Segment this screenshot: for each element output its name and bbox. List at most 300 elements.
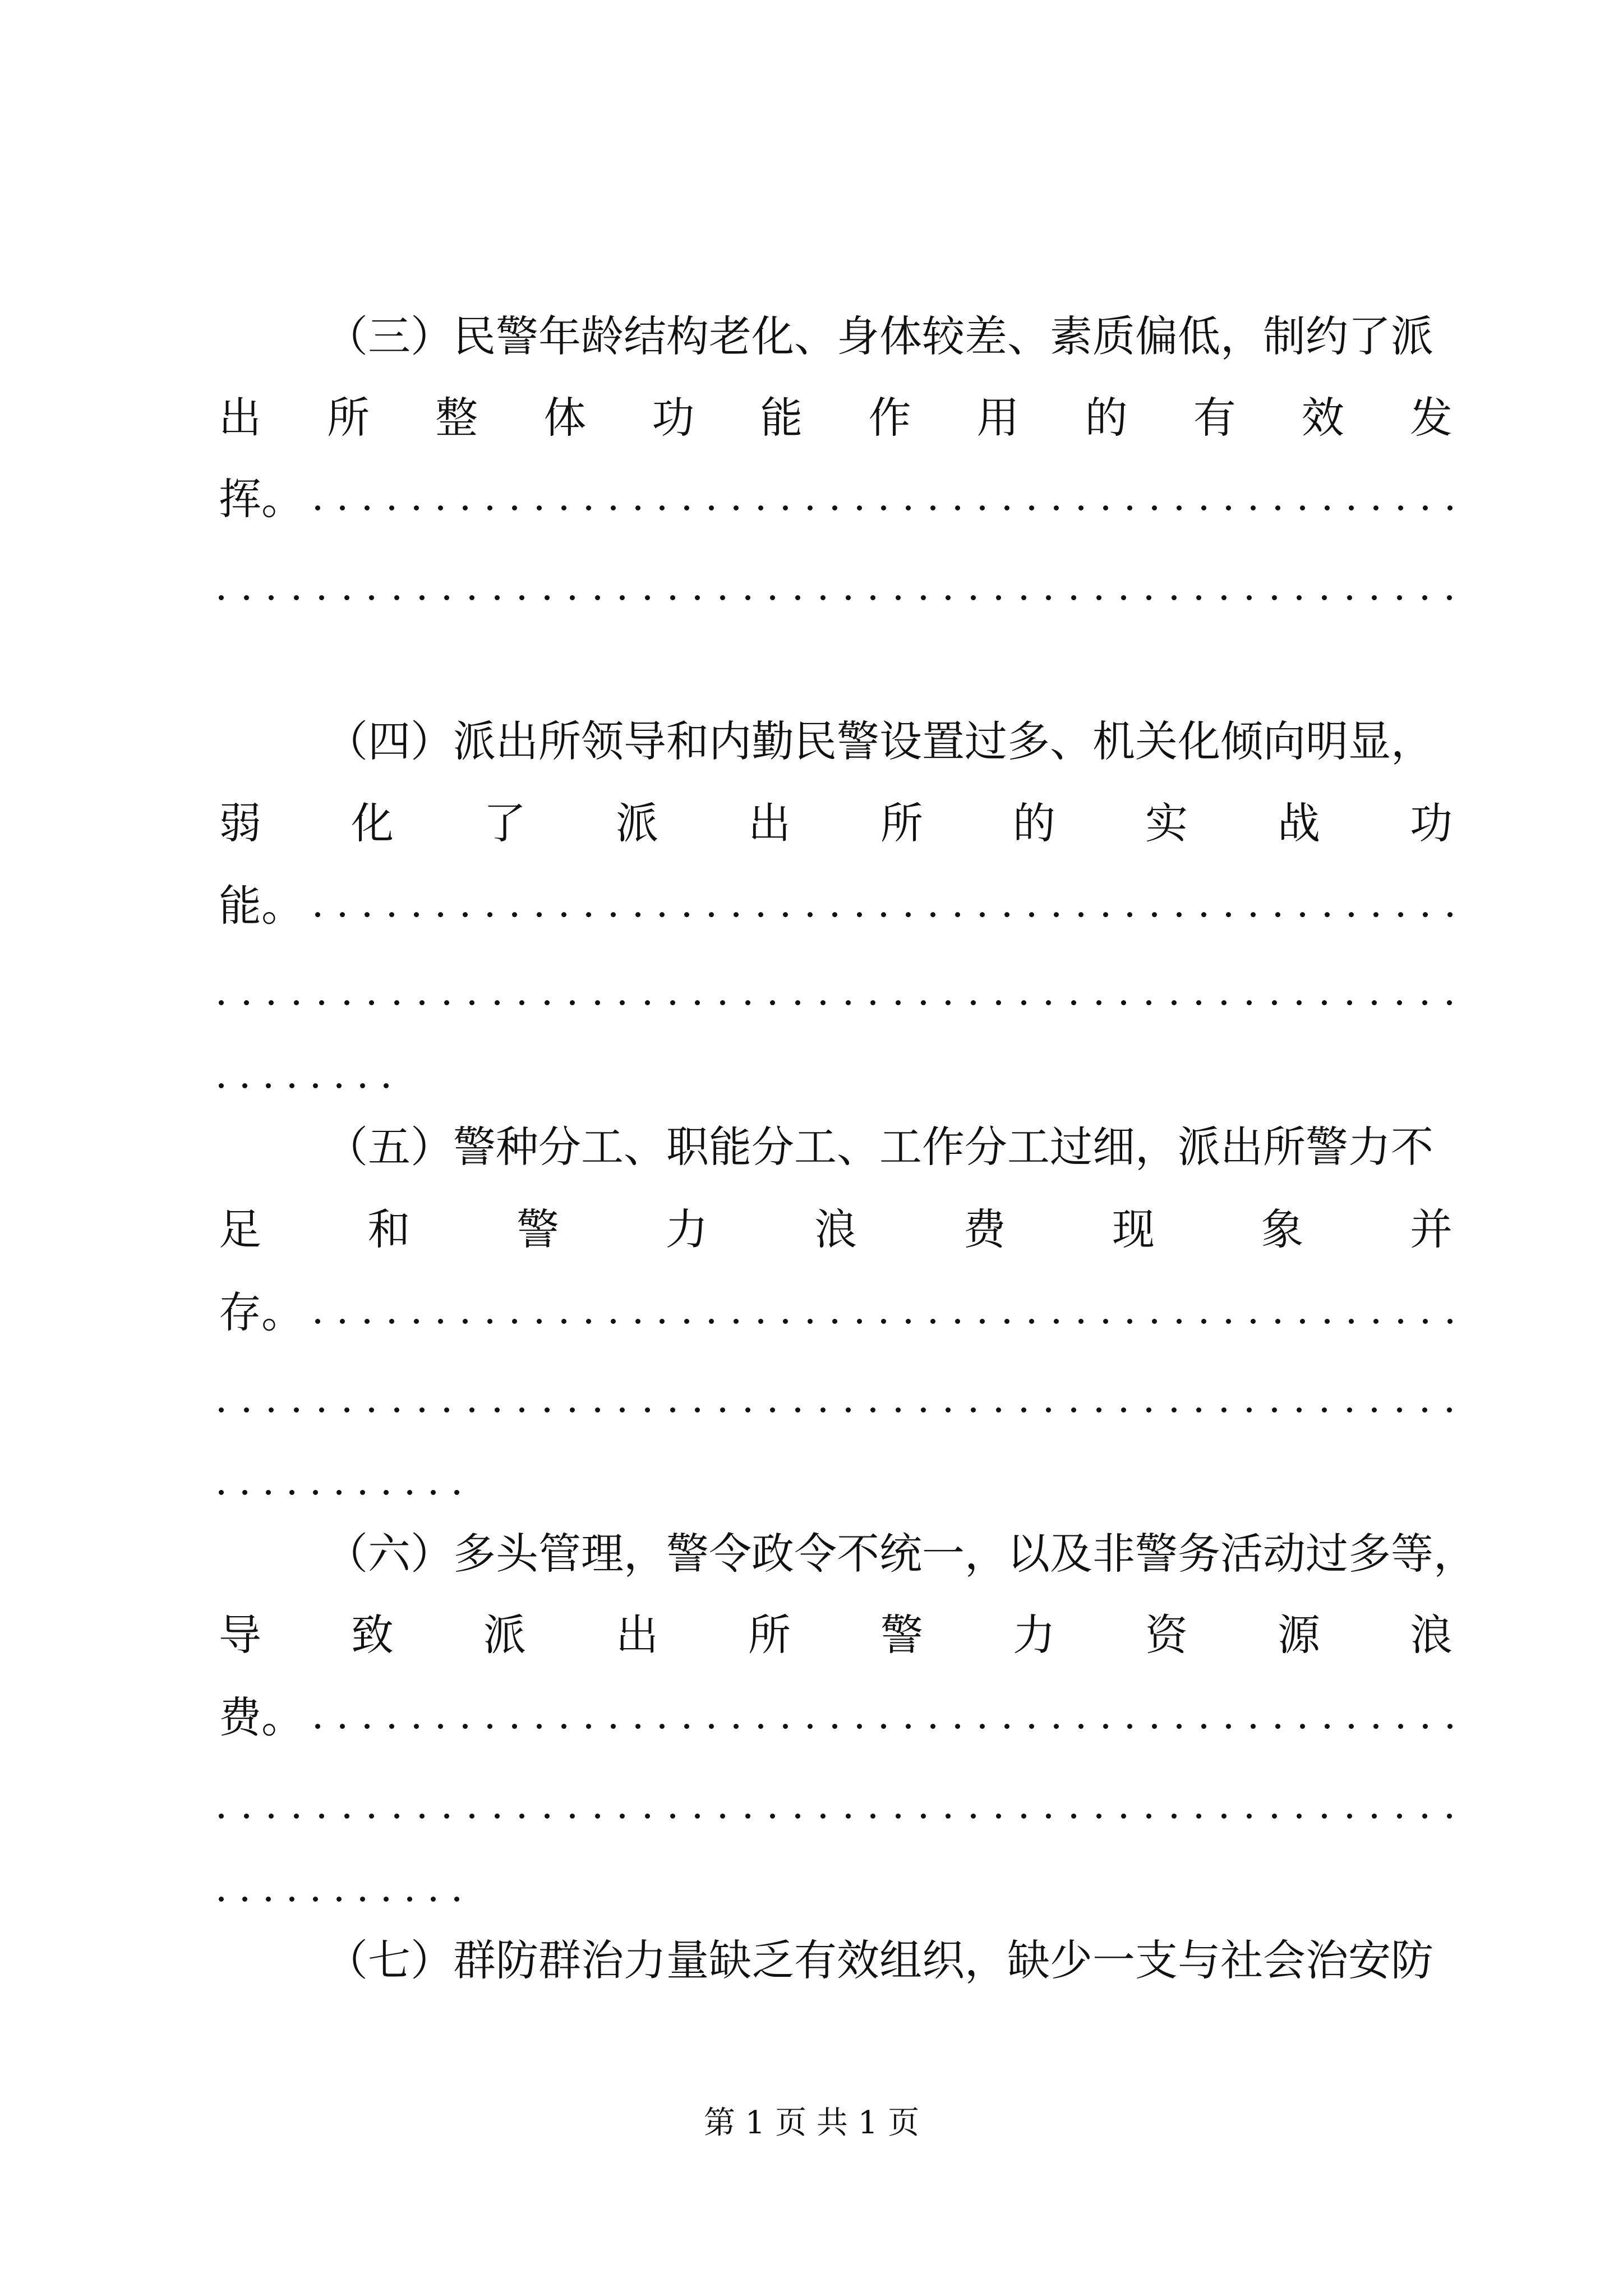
leader-dot bbox=[980, 1319, 985, 1324]
leader-dot bbox=[336, 1083, 342, 1088]
leader-dot bbox=[315, 1319, 320, 1324]
leader-dot bbox=[1103, 1724, 1108, 1729]
leader-dot bbox=[1275, 912, 1280, 917]
leader-dot bbox=[269, 595, 274, 600]
leader-dot bbox=[419, 595, 425, 600]
leader-dot bbox=[660, 505, 665, 510]
leader-dot bbox=[219, 1407, 224, 1412]
justified-char: 体 bbox=[543, 393, 587, 443]
leader-dot bbox=[745, 1814, 750, 1819]
leader-dot bbox=[1347, 1000, 1352, 1005]
leader-dot bbox=[846, 1814, 851, 1819]
justified-char: 功 bbox=[1410, 798, 1453, 848]
leader-dot bbox=[1349, 912, 1354, 917]
leader-dot bbox=[881, 912, 886, 917]
leader-dot bbox=[881, 1724, 886, 1729]
justified-char: 效 bbox=[1301, 393, 1344, 443]
leader-dot bbox=[360, 1897, 365, 1902]
leader-dot bbox=[1221, 1407, 1227, 1412]
leader-dot bbox=[294, 1407, 299, 1412]
leader-dot bbox=[384, 1083, 389, 1088]
leader-dot bbox=[734, 1724, 739, 1729]
leader-dot bbox=[996, 1407, 1001, 1412]
leader-dot bbox=[438, 1724, 443, 1729]
leader-dot bbox=[519, 595, 524, 600]
leader-dot bbox=[795, 1814, 800, 1819]
leader-dot bbox=[695, 595, 700, 600]
leader-dot bbox=[1096, 1000, 1101, 1005]
leader-dot bbox=[1046, 1407, 1051, 1412]
leader-dot bbox=[955, 912, 960, 917]
leader-dot bbox=[720, 595, 725, 600]
leader-dot bbox=[1172, 1407, 1177, 1412]
leader-dot bbox=[734, 505, 739, 510]
leader-dot bbox=[857, 912, 862, 917]
p6-line1: （六）多头管理，警令政令不统一，以及非警务活动过多等， bbox=[325, 1529, 1476, 1579]
leader-dot bbox=[1103, 1319, 1108, 1324]
leader-dot bbox=[684, 912, 689, 917]
leader-dot bbox=[635, 1319, 640, 1324]
justified-char: 警 bbox=[880, 1610, 923, 1660]
leader-dot bbox=[1046, 595, 1051, 600]
leader-dot bbox=[820, 1814, 826, 1819]
leader-dot bbox=[971, 595, 976, 600]
leader-dot bbox=[537, 1319, 542, 1324]
leader-dot bbox=[1423, 1724, 1428, 1729]
leader-dot bbox=[758, 912, 763, 917]
leader-dot bbox=[394, 1000, 399, 1005]
leader-dot bbox=[1152, 1724, 1157, 1729]
justified-char: 和 bbox=[367, 1204, 411, 1254]
leader-dot bbox=[1177, 505, 1182, 510]
leader-dot bbox=[906, 1724, 911, 1729]
leader-dot bbox=[394, 595, 399, 600]
leader-dot bbox=[1300, 1724, 1305, 1729]
leader-dot bbox=[289, 1897, 294, 1902]
justified-char: 战 bbox=[1278, 798, 1320, 848]
leader-dot bbox=[620, 1407, 625, 1412]
leader-dot bbox=[1251, 912, 1256, 917]
leader-dot bbox=[1127, 505, 1132, 510]
leader-dot bbox=[219, 1814, 224, 1819]
leader-dot bbox=[980, 505, 985, 510]
leader-dot bbox=[1397, 1407, 1402, 1412]
justified-char: 的 bbox=[1085, 393, 1128, 443]
leader-dot bbox=[996, 1814, 1001, 1819]
leader-dot bbox=[1349, 1724, 1354, 1729]
leader-dot bbox=[1071, 1000, 1076, 1005]
leader-dot bbox=[1322, 595, 1327, 600]
leader-dot bbox=[783, 912, 788, 917]
leader-dot bbox=[1275, 1319, 1280, 1324]
justified-char: 实 bbox=[1145, 798, 1188, 848]
leader-dot bbox=[414, 1724, 419, 1729]
leader-dot bbox=[770, 1814, 775, 1819]
leader-dot bbox=[709, 912, 714, 917]
leader-dot bbox=[1196, 595, 1201, 600]
leader-dot bbox=[219, 1000, 224, 1005]
justified-char: 的 bbox=[1013, 798, 1055, 848]
leader-dot bbox=[921, 595, 926, 600]
leader-dot bbox=[1347, 1407, 1352, 1412]
leader-dot bbox=[394, 1407, 399, 1412]
leader-dot bbox=[620, 1814, 625, 1819]
leader-dot bbox=[971, 1000, 976, 1005]
leader-dot bbox=[344, 1000, 349, 1005]
leader-dot bbox=[770, 595, 775, 600]
leader-dot bbox=[454, 1490, 459, 1495]
leader-dot bbox=[1071, 1814, 1076, 1819]
leader-dot bbox=[1251, 1724, 1256, 1729]
leader-dot bbox=[832, 1724, 837, 1729]
leader-dot bbox=[469, 1000, 474, 1005]
leader-dot bbox=[219, 1897, 224, 1902]
leader-dot bbox=[512, 1724, 517, 1729]
leader-dot bbox=[561, 1319, 566, 1324]
leader-dot bbox=[444, 595, 449, 600]
leader-dot bbox=[561, 912, 566, 917]
leader-dot bbox=[1221, 1814, 1227, 1819]
leader-dot bbox=[783, 1319, 788, 1324]
leader-dot bbox=[1272, 595, 1277, 600]
leader-dot bbox=[1196, 1407, 1201, 1412]
leader-dot bbox=[1152, 1319, 1157, 1324]
leader-dot bbox=[1398, 1319, 1403, 1324]
leader-dot bbox=[595, 1407, 600, 1412]
leader-dot bbox=[611, 1319, 616, 1324]
justified-char: 能 bbox=[760, 393, 803, 443]
leader-dot bbox=[570, 1000, 575, 1005]
leader-dot bbox=[1447, 1724, 1453, 1729]
leader-dot bbox=[695, 1814, 700, 1819]
leader-dot bbox=[1297, 1000, 1302, 1005]
leader-dot bbox=[758, 505, 763, 510]
leader-dot bbox=[955, 1724, 960, 1729]
p5-line2 bbox=[219, 1196, 1453, 1263]
leader-dot bbox=[313, 1897, 318, 1902]
leader-dot bbox=[1127, 1319, 1132, 1324]
leader-dot bbox=[469, 1814, 474, 1819]
leader-dot bbox=[1325, 1724, 1330, 1729]
leader-dot bbox=[1172, 1814, 1177, 1819]
justified-char: 弱 bbox=[219, 798, 261, 848]
leader-dot bbox=[294, 1814, 299, 1819]
leader-dot bbox=[645, 1407, 650, 1412]
leader-dot bbox=[881, 505, 886, 510]
leader-dot bbox=[336, 1490, 342, 1495]
leader-dot bbox=[586, 912, 591, 917]
leader-dot bbox=[1021, 1814, 1026, 1819]
leader-dot bbox=[369, 1407, 374, 1412]
leader-dot bbox=[783, 505, 788, 510]
p5-line1: （五）警种分工、职能分工、工作分工过细，派出所警力不 bbox=[325, 1122, 1433, 1172]
leader-dot bbox=[438, 505, 443, 510]
leader-dot bbox=[444, 1407, 449, 1412]
leader-dot bbox=[537, 912, 542, 917]
leader-dot bbox=[921, 1000, 926, 1005]
justified-char: 作 bbox=[868, 393, 911, 443]
leader-dot bbox=[1447, 595, 1452, 600]
leader-dot bbox=[1226, 1319, 1231, 1324]
leader-dot bbox=[1071, 1407, 1076, 1412]
leader-dot bbox=[1177, 1319, 1182, 1324]
leader-dot bbox=[595, 1814, 600, 1819]
leader-dot bbox=[1172, 595, 1177, 600]
leader-dot bbox=[930, 1319, 935, 1324]
leader-dot bbox=[384, 1490, 389, 1495]
dot-leader bbox=[219, 1857, 1453, 1924]
leader-dot bbox=[1146, 1000, 1151, 1005]
leader-dot bbox=[394, 1814, 399, 1819]
leader-dot bbox=[1127, 912, 1132, 917]
leader-dot bbox=[857, 1724, 862, 1729]
leader-dot bbox=[1373, 505, 1378, 510]
leader-dot bbox=[620, 595, 625, 600]
leader-dot bbox=[444, 1814, 449, 1819]
leader-dot bbox=[1177, 1724, 1182, 1729]
leader-dot bbox=[832, 505, 837, 510]
leader-dot bbox=[1172, 1000, 1177, 1005]
leader-dot bbox=[1004, 1724, 1009, 1729]
dot-leader bbox=[315, 1302, 1453, 1324]
leader-dot bbox=[670, 1000, 675, 1005]
leader-dot bbox=[463, 1319, 468, 1324]
leader-dot bbox=[1029, 505, 1034, 510]
leader-dot bbox=[586, 505, 591, 510]
leader-dot bbox=[487, 505, 492, 510]
leader-dot bbox=[670, 1407, 675, 1412]
p4-line3-text: 能。 bbox=[219, 881, 304, 931]
leader-dot bbox=[745, 1000, 750, 1005]
leader-dot bbox=[438, 1319, 443, 1324]
justified-char: 了 bbox=[483, 798, 526, 848]
leader-dot bbox=[1347, 595, 1352, 600]
leader-dot bbox=[1423, 912, 1428, 917]
leader-dot bbox=[294, 595, 299, 600]
leader-dot bbox=[955, 505, 960, 510]
leader-dot bbox=[695, 1000, 700, 1005]
p3-line1: （三）民警年龄结构老化、身体较差、素质偏低，制约了派 bbox=[325, 311, 1433, 361]
leader-dot bbox=[1397, 1814, 1402, 1819]
leader-dot bbox=[463, 912, 468, 917]
leader-dot bbox=[906, 505, 911, 510]
leader-dot bbox=[487, 912, 492, 917]
leader-dot bbox=[487, 1319, 492, 1324]
leader-dot bbox=[414, 1319, 419, 1324]
leader-dot bbox=[545, 1000, 550, 1005]
leader-dot bbox=[266, 1490, 271, 1495]
leader-dot bbox=[1221, 1000, 1227, 1005]
leader-dot bbox=[319, 1407, 324, 1412]
leader-dot bbox=[955, 1319, 960, 1324]
leader-dot bbox=[242, 1897, 247, 1902]
leader-dot bbox=[1297, 1814, 1302, 1819]
p6-line3 bbox=[219, 1684, 1453, 1751]
leader-dot bbox=[1447, 1814, 1452, 1819]
leader-dot bbox=[1325, 1319, 1330, 1324]
justified-char: 现 bbox=[1112, 1204, 1155, 1254]
p6-line3-text: 费。 bbox=[219, 1692, 304, 1742]
leader-dot bbox=[1226, 505, 1231, 510]
leader-dot bbox=[315, 505, 320, 510]
leader-dot bbox=[870, 1407, 875, 1412]
leader-dot bbox=[313, 1490, 318, 1495]
leader-dot bbox=[444, 1000, 449, 1005]
leader-dot bbox=[389, 1319, 394, 1324]
leader-dot bbox=[1146, 1407, 1151, 1412]
leader-dot bbox=[660, 1319, 665, 1324]
p4-line3 bbox=[219, 872, 1453, 940]
justified-char: 派 bbox=[616, 798, 658, 848]
leader-dot bbox=[1447, 1000, 1452, 1005]
p7-line1: （七）群防群治力量缺乏有效组织，缺少一支与社会治安防 bbox=[325, 1935, 1433, 1985]
leader-dot bbox=[1422, 1000, 1427, 1005]
p3-line2 bbox=[219, 384, 1453, 452]
justified-char: 浪 bbox=[814, 1204, 857, 1254]
leader-dot bbox=[1226, 912, 1231, 917]
leader-dot bbox=[595, 595, 600, 600]
leader-dot bbox=[1325, 912, 1330, 917]
leader-dot bbox=[1423, 505, 1428, 510]
leader-dot bbox=[881, 1319, 886, 1324]
justified-char: 力 bbox=[1013, 1610, 1055, 1660]
leader-dot bbox=[1121, 595, 1126, 600]
leader-dot bbox=[512, 1319, 517, 1324]
leader-dot bbox=[635, 912, 640, 917]
justified-char: 浪 bbox=[1410, 1610, 1453, 1660]
dot-leader bbox=[315, 489, 1453, 510]
leader-dot bbox=[1078, 912, 1083, 917]
leader-dot bbox=[340, 1724, 345, 1729]
p5-line3 bbox=[219, 1279, 1453, 1346]
justified-char: 派 bbox=[483, 1610, 526, 1660]
p5-line3-text: 存。 bbox=[219, 1287, 304, 1337]
leader-dot bbox=[1046, 1000, 1051, 1005]
leader-dot bbox=[1372, 1000, 1377, 1005]
leader-dot bbox=[611, 1724, 616, 1729]
leader-dot bbox=[980, 912, 985, 917]
leader-dot bbox=[758, 1724, 763, 1729]
leader-dot bbox=[512, 912, 517, 917]
leader-dot bbox=[1325, 505, 1330, 510]
leader-dot bbox=[1121, 1000, 1126, 1005]
leader-dot bbox=[545, 1814, 550, 1819]
leader-dot bbox=[1372, 1407, 1377, 1412]
leader-dot bbox=[1398, 1724, 1403, 1729]
leader-dot bbox=[906, 1319, 911, 1324]
dot-leader bbox=[219, 555, 1453, 623]
leader-dot bbox=[846, 595, 851, 600]
leader-dot bbox=[1349, 505, 1354, 510]
leader-dot bbox=[1423, 1319, 1428, 1324]
leader-dot bbox=[319, 595, 324, 600]
leader-dot bbox=[1422, 1814, 1427, 1819]
leader-dot bbox=[438, 912, 443, 917]
leader-dot bbox=[921, 1407, 926, 1412]
leader-dot bbox=[1275, 1724, 1280, 1729]
leader-dot bbox=[1247, 595, 1252, 600]
justified-char: 导 bbox=[219, 1610, 261, 1660]
leader-dot bbox=[365, 1319, 370, 1324]
leader-dot bbox=[660, 912, 665, 917]
leader-dot bbox=[896, 595, 901, 600]
p4-line1: （四）派出所领导和内勤民警设置过多、机关化倾向明显， bbox=[325, 716, 1433, 766]
justified-char: 用 bbox=[976, 393, 1020, 443]
leader-dot bbox=[319, 1814, 324, 1819]
leader-dot bbox=[808, 1319, 813, 1324]
leader-dot bbox=[1046, 1814, 1051, 1819]
leader-dot bbox=[857, 1319, 862, 1324]
leader-dot bbox=[289, 1490, 294, 1495]
leader-dot bbox=[734, 912, 739, 917]
leader-dot bbox=[734, 1319, 739, 1324]
leader-dot bbox=[495, 595, 500, 600]
leader-dot bbox=[758, 1319, 763, 1324]
leader-dot bbox=[996, 1000, 1001, 1005]
leader-dot bbox=[832, 912, 837, 917]
leader-dot bbox=[870, 1000, 875, 1005]
leader-dot bbox=[946, 1407, 951, 1412]
leader-dot bbox=[365, 912, 370, 917]
leader-dot bbox=[431, 1490, 436, 1495]
dot-leader bbox=[219, 1368, 1453, 1435]
leader-dot bbox=[219, 595, 224, 600]
leader-dot bbox=[1226, 1724, 1231, 1729]
justified-char: 出 bbox=[616, 1610, 658, 1660]
leader-dot bbox=[414, 505, 419, 510]
leader-dot bbox=[454, 1897, 459, 1902]
leader-dot bbox=[344, 1407, 349, 1412]
leader-dot bbox=[369, 595, 374, 600]
p4-line2 bbox=[219, 790, 1453, 857]
leader-dot bbox=[586, 1319, 591, 1324]
leader-dot bbox=[870, 595, 875, 600]
leader-dot bbox=[770, 1407, 775, 1412]
leader-dot bbox=[487, 1724, 492, 1729]
leader-dot bbox=[1297, 1407, 1302, 1412]
justified-char: 整 bbox=[435, 393, 478, 443]
leader-dot bbox=[419, 1407, 425, 1412]
leader-dot bbox=[1146, 1814, 1151, 1819]
leader-dot bbox=[1152, 505, 1157, 510]
leader-dot bbox=[1029, 912, 1034, 917]
leader-dot bbox=[1322, 1814, 1327, 1819]
leader-dot bbox=[1096, 595, 1101, 600]
leader-dot bbox=[1127, 1724, 1132, 1729]
leader-dot bbox=[1078, 1724, 1083, 1729]
leader-dot bbox=[1251, 505, 1256, 510]
leader-dot bbox=[857, 505, 862, 510]
leader-dot bbox=[414, 912, 419, 917]
leader-dot bbox=[1349, 1319, 1354, 1324]
dot-leader bbox=[219, 1043, 1453, 1111]
leader-dot bbox=[808, 505, 813, 510]
justified-char: 资 bbox=[1145, 1610, 1188, 1660]
leader-dot bbox=[896, 1814, 901, 1819]
leader-dot bbox=[980, 1724, 985, 1729]
justified-char: 力 bbox=[665, 1204, 708, 1254]
leader-dot bbox=[586, 1724, 591, 1729]
leader-dot bbox=[795, 595, 800, 600]
leader-dot bbox=[1078, 505, 1083, 510]
leader-dot bbox=[407, 1490, 412, 1495]
dot-leader bbox=[315, 895, 1453, 917]
leader-dot bbox=[269, 1000, 274, 1005]
leader-dot bbox=[570, 595, 575, 600]
leader-dot bbox=[1300, 505, 1305, 510]
leader-dot bbox=[319, 1000, 324, 1005]
leader-dot bbox=[1272, 1407, 1277, 1412]
